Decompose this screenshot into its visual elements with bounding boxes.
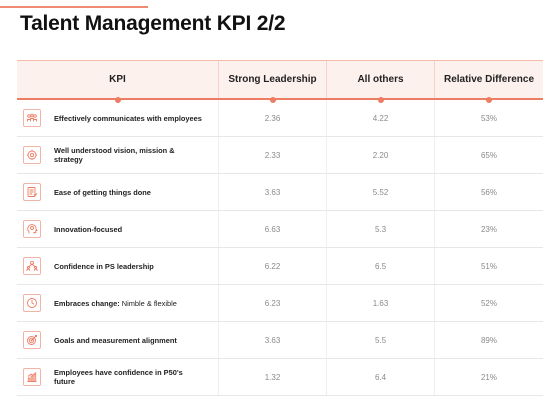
relative-difference-value: 52% xyxy=(480,298,497,308)
kpi-label: Goals and measurement alignment xyxy=(54,335,177,345)
kpi-cell xyxy=(17,285,219,321)
checklist-icon xyxy=(23,183,41,201)
header-relative-difference xyxy=(435,61,543,98)
strong-leadership-value: 3.63 xyxy=(219,322,327,358)
table-header xyxy=(17,60,543,100)
header-dot xyxy=(486,97,492,103)
kpi-label: Confidence in PS leadership xyxy=(54,261,154,271)
all-others-value: 5.3 xyxy=(327,211,435,247)
table-row xyxy=(17,211,543,248)
table-row xyxy=(17,285,543,322)
clock-icon xyxy=(23,294,41,312)
all-others-value: 4.22 xyxy=(327,100,435,136)
all-others-value: 1.63 xyxy=(327,285,435,321)
header-label: All others xyxy=(357,74,404,85)
header-kpi xyxy=(17,61,219,98)
relative-difference-value: 56% xyxy=(480,187,497,197)
page-title: Talent Management KPI 2/2 xyxy=(20,12,286,35)
header-dot xyxy=(115,97,121,103)
table-row xyxy=(17,137,543,174)
strong-leadership-value: 3.63 xyxy=(219,174,327,210)
header-dot xyxy=(270,97,276,103)
header-label: Relative Difference xyxy=(443,74,535,85)
all-others-value: 5.5 xyxy=(327,322,435,358)
all-others-value: 6.4 xyxy=(327,359,435,395)
team-icon xyxy=(23,109,41,127)
all-others-value: 6.5 xyxy=(327,248,435,284)
table-row xyxy=(17,100,543,137)
kpi-cell xyxy=(17,137,219,173)
header-label: KPI xyxy=(109,74,126,85)
growth-chart-icon xyxy=(23,368,41,386)
title-accent-line xyxy=(0,6,148,8)
target-icon xyxy=(23,331,41,349)
table-row xyxy=(17,174,543,211)
kpi-cell xyxy=(17,248,219,284)
header-dot xyxy=(378,97,384,103)
all-others-value: 5.52 xyxy=(327,174,435,210)
strong-leadership-value: 2.33 xyxy=(219,137,327,173)
kpi-label: Embraces change: Nimble & flexible xyxy=(54,298,177,308)
leader-icon xyxy=(23,257,41,275)
kpi-table xyxy=(17,60,543,396)
strong-leadership-value: 1.32 xyxy=(219,359,327,395)
kpi-cell xyxy=(17,322,219,358)
kpi-cell xyxy=(17,359,219,395)
strong-leadership-value: 6.22 xyxy=(219,248,327,284)
kpi-label: Effectively communicates with employees xyxy=(54,113,202,123)
kpi-label: Innovation-focused xyxy=(54,224,123,234)
header-strong-leadership xyxy=(219,61,327,98)
relative-difference-value: 53% xyxy=(480,113,497,123)
vision-icon xyxy=(23,146,41,164)
header-label: Strong Leadership xyxy=(228,74,317,85)
kpi-cell xyxy=(17,211,219,247)
kpi-cell xyxy=(17,174,219,210)
relative-difference-value: 89% xyxy=(480,335,497,345)
relative-difference-value: 21% xyxy=(480,372,497,382)
strong-leadership-value: 6.23 xyxy=(219,285,327,321)
table-row xyxy=(17,322,543,359)
lightbulb-head-icon xyxy=(23,220,41,238)
kpi-label: Employees have confidence in P50's future xyxy=(54,368,183,386)
kpi-cell xyxy=(17,100,219,136)
relative-difference-value: 51% xyxy=(480,261,497,271)
header-all-others xyxy=(327,61,435,98)
relative-difference-value: 23% xyxy=(480,224,497,234)
table-row xyxy=(17,248,543,285)
table-row xyxy=(17,359,543,396)
all-others-value: 2.20 xyxy=(327,137,435,173)
kpi-label: Well understood vision, mission & strategy xyxy=(54,146,175,164)
strong-leadership-value: 2.36 xyxy=(219,100,327,136)
kpi-label: Ease of getting things done xyxy=(54,187,151,197)
strong-leadership-value: 6.63 xyxy=(219,211,327,247)
relative-difference-value: 65% xyxy=(480,150,497,160)
